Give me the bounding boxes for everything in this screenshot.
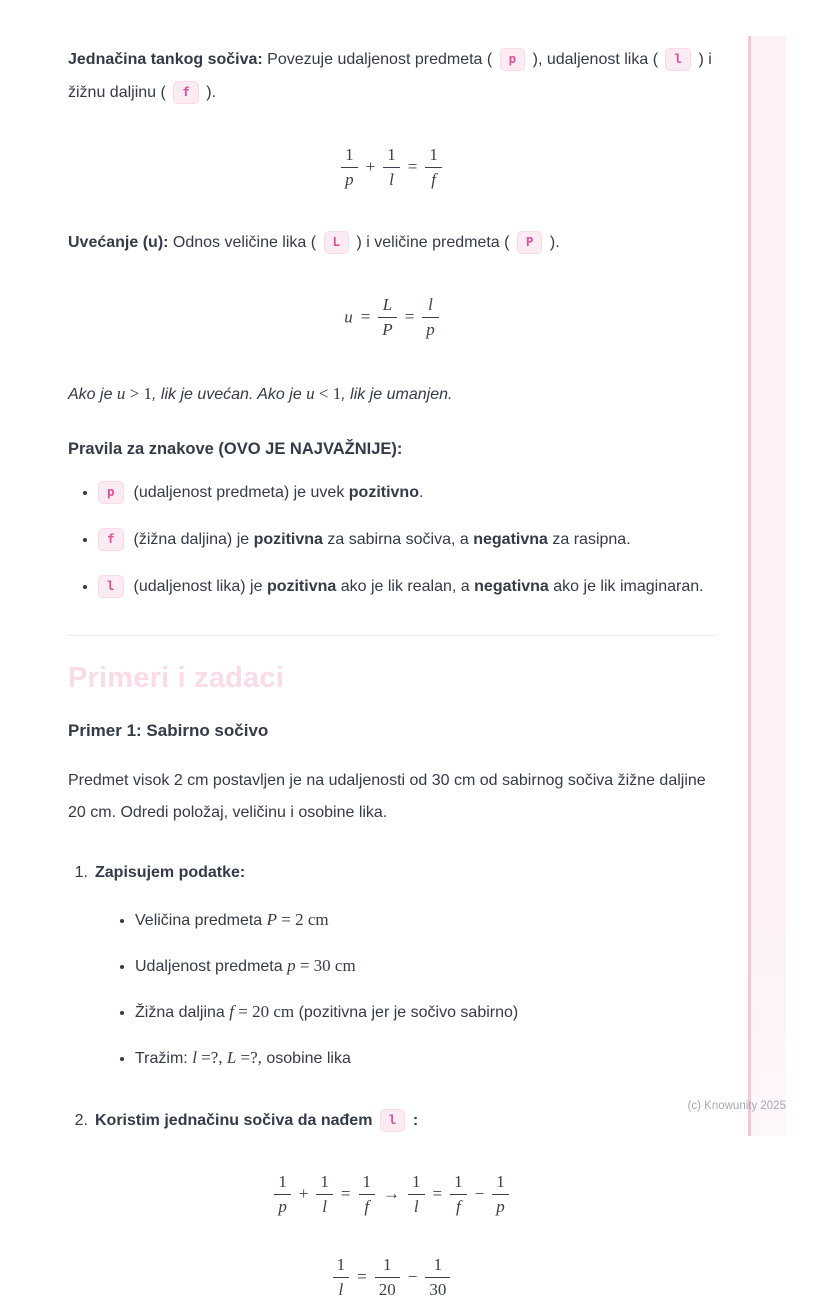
example1-title: Primer 1: Sabirno sočivo [68, 720, 269, 740]
magnification-note [68, 377, 715, 412]
math-operator: − [474, 1184, 485, 1204]
text-segment: Povezuje udaljenost predmeta ( [262, 51, 497, 68]
fraction-denominator: p [496, 1196, 505, 1216]
solution-step-1 [68, 857, 715, 1087]
math-variable: u [344, 307, 353, 327]
text-segment: (pozitivna jer je sočivo sabirno) [294, 1003, 519, 1021]
bold-text: pozitivna [266, 577, 337, 595]
fraction [378, 294, 396, 341]
fraction-numerator: 1 [383, 144, 400, 168]
sign-rules-heading: Pravila za znakove (OVO JE NAJVAŽNIJE): [68, 439, 403, 458]
bold-text: negativna [474, 577, 549, 595]
text-segment: ). [545, 233, 560, 251]
inline-code-badge: p [98, 481, 124, 504]
math-variable: f [229, 1001, 235, 1021]
text-segment: , lik je umanjen. [341, 385, 453, 403]
fraction-numerator: 1 [425, 144, 442, 168]
text-segment: (žižna daljina) je [133, 530, 254, 548]
math-text: < 1 [314, 383, 342, 403]
fraction-denominator: P [382, 319, 393, 339]
fraction-denominator: 20 [378, 1279, 396, 1299]
text-segment: Udaljenost predmeta [135, 957, 288, 975]
fraction-denominator: 30 [429, 1279, 447, 1299]
fraction-denominator: p [345, 169, 354, 189]
fraction-numerator: 1 [274, 1171, 291, 1195]
bold-text: negativna [473, 530, 548, 548]
text-segment: (udaljenost lika) je [133, 577, 267, 595]
math-variable: u [116, 383, 126, 403]
inline-code-badge: l [380, 1109, 406, 1132]
math-operator: = [407, 157, 418, 177]
text-segment: ) i žižnu daljinu ( [68, 51, 712, 101]
inline-code-badge: l [665, 48, 691, 71]
list-item [135, 1041, 715, 1075]
fraction [333, 1254, 350, 1301]
text-segment: Ako je [68, 385, 117, 403]
fraction-numerator: 1 [425, 1254, 450, 1278]
step-title: Zapisujem podatke: [95, 863, 246, 881]
given-data-list [95, 903, 715, 1075]
inline-code-badge: p [500, 48, 526, 71]
inline-code-badge: l [98, 575, 124, 598]
step-body [95, 857, 715, 1087]
fraction-numerator: L [378, 294, 396, 318]
text-segment: za rasipna. [547, 530, 631, 548]
fraction [359, 1171, 376, 1218]
bold-text: pozitivno [348, 483, 419, 501]
text-segment: Tražim: [135, 1049, 193, 1067]
fraction [274, 1171, 291, 1218]
math-text: > 1 [125, 383, 153, 403]
fraction-denominator: l [322, 1196, 328, 1216]
step-body [95, 1105, 715, 1137]
math-operator: = [357, 1267, 367, 1287]
fraction-numerator: 1 [492, 1171, 509, 1195]
list-item [98, 524, 715, 556]
fraction [425, 1254, 450, 1301]
math-operator: − [407, 1267, 418, 1287]
bold-text: Koristim jednačinu sočiva da nađem [95, 1111, 377, 1129]
fraction-numerator: 1 [341, 144, 358, 168]
text-segment: Veličina predmeta [135, 911, 267, 929]
fraction-numerator: 1 [316, 1171, 333, 1195]
math-operator: + [365, 157, 376, 177]
step-number: 2. [74, 1111, 88, 1129]
math-variable: p [287, 955, 296, 975]
text-segment: Žižna daljina [135, 1003, 230, 1021]
inline-code-badge: L [324, 231, 350, 254]
text-segment: , lik je uvećan. Ako je [152, 385, 307, 403]
fraction-numerator: 1 [359, 1171, 376, 1195]
math-operator: + [298, 1184, 309, 1204]
bold-text: : [408, 1111, 419, 1129]
math-variable: u [306, 383, 315, 403]
intro-paragraph [68, 44, 715, 110]
text-segment: ako je lik imaginaran. [548, 577, 704, 595]
fraction [425, 144, 442, 191]
fraction [422, 294, 439, 341]
math-text: = 30 cm [295, 955, 356, 975]
fraction-denominator: p [426, 319, 435, 339]
fraction-numerator: 1 [375, 1254, 400, 1278]
fraction-denominator: f [364, 1196, 370, 1216]
fraction [408, 1171, 425, 1218]
list-item [135, 995, 715, 1029]
math-text: = 20 cm [234, 1001, 295, 1021]
text-segment: za sabirna sočiva, a [322, 530, 474, 548]
text-segment: osobine lika [261, 1049, 351, 1067]
math-operator: = [340, 1184, 351, 1204]
thin-lens-equation [68, 144, 715, 191]
fraction [375, 1254, 400, 1301]
math-text: =?, [236, 1047, 262, 1067]
text-segment: ako je lik realan, a [336, 577, 475, 595]
inline-code-badge: P [517, 231, 543, 254]
solution-step-2 [68, 1105, 715, 1137]
list-item [135, 903, 715, 937]
fraction [383, 144, 400, 191]
math-text: = 2 cm [277, 909, 329, 929]
fraction [341, 144, 358, 191]
text-segment: ). [201, 83, 217, 101]
text-segment: ) i veličine predmeta ( [352, 233, 514, 251]
inline-code-badge: f [98, 528, 124, 551]
fraction [316, 1171, 333, 1218]
fraction-denominator: p [278, 1196, 287, 1216]
list-item [98, 571, 715, 603]
example1-problem-text: Predmet visok 2 cm postavljen je na udaljenosti od 30 cm od sabirnog sočiva žižne daljine 20 cm. Odredi položaj, veličinu i osobine lika. [68, 771, 706, 821]
step-title [95, 1105, 715, 1137]
math-variable: P [266, 909, 278, 929]
math-text: =?, [196, 1047, 227, 1067]
text-segment: ), udaljenost lika ( [528, 51, 663, 68]
bold-text: pozitivna [253, 530, 323, 548]
inline-code-badge: f [173, 81, 199, 104]
text-segment: Odnos veličine lika ( [168, 233, 321, 251]
examples-section-heading: Primeri i zadaci [68, 661, 284, 694]
text-segment: . [418, 483, 424, 501]
step-number: 1. [74, 863, 88, 881]
fraction-numerator: l [422, 294, 439, 318]
fraction-numerator: 1 [333, 1254, 350, 1278]
fraction-denominator: l [413, 1196, 419, 1216]
lens-equation-derivation [68, 1171, 715, 1218]
text-segment: (udaljenost predmeta) je uvek [133, 483, 349, 501]
magnification-paragraph [68, 227, 715, 260]
fraction-numerator: 1 [450, 1171, 467, 1195]
fraction-denominator: f [431, 169, 436, 189]
math-variable: l [192, 1047, 197, 1067]
math-variable: L [226, 1047, 237, 1067]
copyright-notice: (c) Knowunity 2025 [687, 1100, 786, 1112]
fraction-denominator: l [389, 169, 394, 189]
fraction-numerator: 1 [408, 1171, 425, 1195]
math-operator: = [360, 307, 371, 327]
list-item [98, 477, 715, 509]
list-item [135, 949, 715, 983]
fraction-denominator: f [455, 1196, 461, 1216]
substitution-formula [68, 1254, 715, 1301]
fraction [450, 1171, 467, 1218]
bold-text: Uvećanje (u): [68, 233, 169, 251]
fraction-denominator: l [338, 1279, 344, 1299]
magnification-formula [68, 294, 715, 341]
section-divider [68, 635, 715, 636]
sign-rules-list [68, 477, 715, 603]
fraction [492, 1171, 509, 1218]
math-operator: = [404, 307, 415, 327]
math-operator: = [432, 1184, 443, 1204]
bold-text: Jednačina tankog sočiva: [68, 51, 263, 68]
math-operator: → [383, 1184, 400, 1204]
